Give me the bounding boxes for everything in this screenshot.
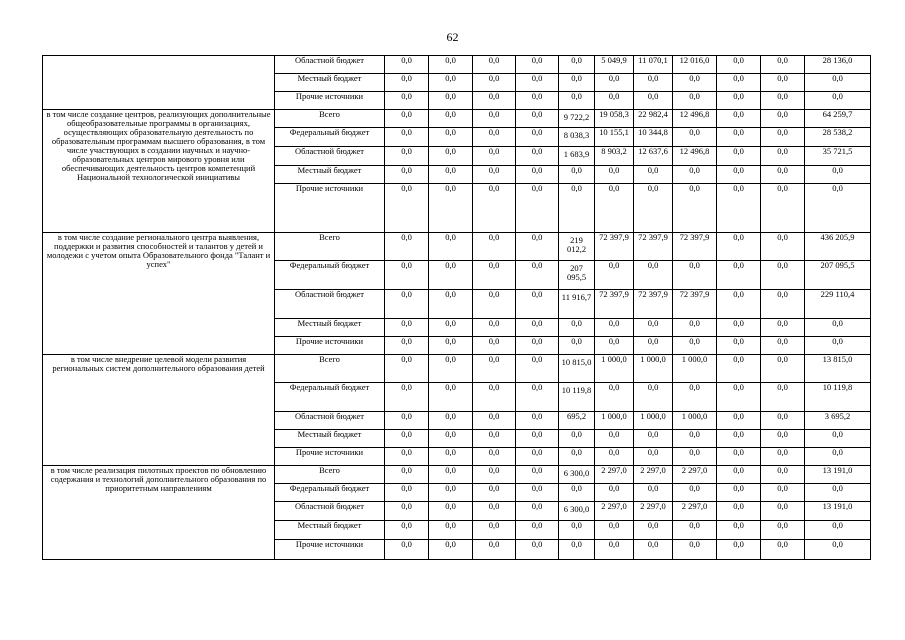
amount-cell: 0,0: [429, 484, 473, 502]
table-row: [43, 110, 871, 128]
funding-source: Прочие источники: [275, 184, 385, 233]
amount-cell: 0,0: [717, 502, 761, 521]
funding-source: Областной бюджет: [275, 290, 385, 319]
amount-cell: 0,0: [516, 448, 559, 466]
amount-cell: 72 397,9: [673, 233, 717, 261]
amount-cell: 1 000,0: [595, 412, 634, 430]
amount-cell: 10 155,1: [595, 128, 634, 147]
amount-cell: 0,0: [429, 74, 473, 92]
amount-cell: 0,0: [429, 147, 473, 166]
amount-cell: 0,0: [761, 261, 805, 290]
amount-cell: 0,0: [717, 337, 761, 355]
amount-cell: 0,0: [673, 128, 717, 147]
amount-cell: 0,0: [805, 74, 871, 92]
amount-cell: 0,0: [761, 92, 805, 110]
amount-cell: 219 012,2: [559, 233, 595, 261]
amount-cell: 0,0: [473, 110, 516, 128]
amount-cell: 1 000,0: [673, 355, 717, 383]
table-row: [43, 355, 871, 383]
amount-cell: 0,0: [516, 147, 559, 166]
amount-cell: 0,0: [473, 521, 516, 540]
amount-cell: 0,0: [761, 430, 805, 448]
amount-cell: 695,2: [559, 412, 595, 430]
amount-cell: 8 903,2: [595, 147, 634, 166]
funding-source: Всего: [275, 466, 385, 484]
amount-cell: 0,0: [595, 319, 634, 337]
amount-cell: 0,0: [805, 521, 871, 540]
amount-cell: 0,0: [429, 110, 473, 128]
amount-cell: 5 049,9: [595, 56, 634, 74]
amount-cell: 0,0: [516, 110, 559, 128]
amount-cell: 2 297,0: [634, 502, 673, 521]
amount-cell: 0,0: [429, 502, 473, 521]
amount-cell: 0,0: [595, 383, 634, 412]
amount-cell: 0,0: [595, 337, 634, 355]
amount-cell: 0,0: [595, 92, 634, 110]
amount-cell: 0,0: [673, 261, 717, 290]
amount-cell: 0,0: [473, 261, 516, 290]
amount-cell: 0,0: [805, 337, 871, 355]
amount-cell: 0,0: [429, 412, 473, 430]
amount-cell: 0,0: [761, 56, 805, 74]
amount-cell: 0,0: [516, 540, 559, 560]
amount-cell: 0,0: [473, 484, 516, 502]
amount-cell: 0,0: [473, 319, 516, 337]
amount-cell: 0,0: [385, 412, 429, 430]
amount-cell: 0,0: [717, 233, 761, 261]
amount-cell: 0,0: [516, 233, 559, 261]
table-row: [43, 56, 871, 74]
amount-cell: 0,0: [761, 466, 805, 484]
amount-cell: 2 297,0: [595, 502, 634, 521]
amount-cell: 0,0: [717, 128, 761, 147]
amount-cell: 0,0: [761, 383, 805, 412]
amount-cell: 0,0: [429, 521, 473, 540]
amount-cell: 1 000,0: [595, 355, 634, 383]
amount-cell: 0,0: [385, 383, 429, 412]
amount-cell: 0,0: [559, 448, 595, 466]
measure-description: в том числе создание центров, реализующих дополнительные общеобразовательные программы в организациях, осуществляющих образовательную деятельность по образовательным программам высшего образования, в том числе участвующих в создании научных и научно-образовательных центров мирового уровня или обеспечивающих деятельность центров компетенций Национальной технологической инициативы: [43, 110, 275, 233]
amount-cell: 0,0: [717, 147, 761, 166]
funding-source: Местный бюджет: [275, 74, 385, 92]
amount-cell: 0,0: [761, 147, 805, 166]
amount-cell: 0,0: [761, 540, 805, 560]
funding-source: Прочие источники: [275, 540, 385, 560]
amount-cell: 0,0: [385, 233, 429, 261]
amount-cell: 0,0: [473, 355, 516, 383]
amount-cell: 0,0: [805, 448, 871, 466]
amount-cell: 0,0: [717, 540, 761, 560]
amount-cell: 0,0: [385, 128, 429, 147]
amount-cell: 0,0: [634, 484, 673, 502]
amount-cell: 0,0: [634, 337, 673, 355]
amount-cell: 0,0: [429, 430, 473, 448]
measure-description: в том числе реализация пилотных проектов по обновлению содержания и технологий дополнительного образования по приоритетным направлениям: [43, 466, 275, 560]
amount-cell: 22 982,4: [634, 110, 673, 128]
amount-cell: 28 538,2: [805, 128, 871, 147]
amount-cell: 0,0: [805, 319, 871, 337]
amount-cell: 0,0: [385, 319, 429, 337]
amount-cell: 0,0: [717, 383, 761, 412]
amount-cell: 0,0: [473, 540, 516, 560]
amount-cell: 0,0: [516, 290, 559, 319]
amount-cell: 35 721,5: [805, 147, 871, 166]
amount-cell: 0,0: [429, 92, 473, 110]
amount-cell: 0,0: [559, 184, 595, 233]
amount-cell: 1 000,0: [673, 412, 717, 430]
amount-cell: 0,0: [717, 319, 761, 337]
amount-cell: 0,0: [385, 110, 429, 128]
amount-cell: 0,0: [559, 74, 595, 92]
amount-cell: 0,0: [634, 184, 673, 233]
amount-cell: 0,0: [385, 448, 429, 466]
measure-description: в том числе создание регионального центра выявления, поддержки и развития способностей и талантов у детей и молодежи с учетом опыта Образовательного фонда "Талант и успех": [43, 233, 275, 355]
amount-cell: 0,0: [595, 521, 634, 540]
amount-cell: 0,0: [473, 128, 516, 147]
amount-cell: 0,0: [717, 166, 761, 184]
amount-cell: 72 397,9: [634, 233, 673, 261]
amount-cell: 72 397,9: [673, 290, 717, 319]
funding-source: Федеральный бюджет: [275, 484, 385, 502]
amount-cell: 0,0: [761, 355, 805, 383]
amount-cell: 0,0: [673, 540, 717, 560]
amount-cell: 0,0: [717, 110, 761, 128]
amount-cell: 0,0: [673, 92, 717, 110]
amount-cell: 0,0: [429, 355, 473, 383]
funding-source: Всего: [275, 355, 385, 383]
amount-cell: 0,0: [595, 430, 634, 448]
amount-cell: 0,0: [717, 92, 761, 110]
amount-cell: 0,0: [805, 166, 871, 184]
amount-cell: 0,0: [761, 128, 805, 147]
amount-cell: 0,0: [516, 56, 559, 74]
amount-cell: 9 722,2: [559, 110, 595, 128]
amount-cell: 2 297,0: [673, 502, 717, 521]
amount-cell: 0,0: [385, 502, 429, 521]
amount-cell: 0,0: [429, 466, 473, 484]
amount-cell: 0,0: [595, 448, 634, 466]
amount-cell: 0,0: [385, 92, 429, 110]
amount-cell: 0,0: [761, 448, 805, 466]
amount-cell: 0,0: [385, 166, 429, 184]
amount-cell: 0,0: [595, 184, 634, 233]
amount-cell: 0,0: [385, 337, 429, 355]
amount-cell: 2 297,0: [634, 466, 673, 484]
funding-source: Прочие источники: [275, 92, 385, 110]
amount-cell: 0,0: [385, 355, 429, 383]
amount-cell: 0,0: [385, 430, 429, 448]
amount-cell: 0,0: [717, 184, 761, 233]
amount-cell: 0,0: [473, 383, 516, 412]
amount-cell: 0,0: [559, 337, 595, 355]
amount-cell: 0,0: [385, 484, 429, 502]
amount-cell: 0,0: [429, 233, 473, 261]
amount-cell: 0,0: [473, 430, 516, 448]
amount-cell: 0,0: [805, 184, 871, 233]
amount-cell: 0,0: [516, 337, 559, 355]
amount-cell: 72 397,9: [634, 290, 673, 319]
amount-cell: 0,0: [516, 430, 559, 448]
amount-cell: 0,0: [805, 92, 871, 110]
amount-cell: 0,0: [385, 466, 429, 484]
amount-cell: 0,0: [673, 383, 717, 412]
amount-cell: 28 136,0: [805, 56, 871, 74]
amount-cell: 0,0: [473, 448, 516, 466]
amount-cell: 0,0: [761, 166, 805, 184]
amount-cell: 0,0: [761, 233, 805, 261]
amount-cell: 0,0: [559, 540, 595, 560]
amount-cell: 0,0: [429, 166, 473, 184]
amount-cell: 2 297,0: [673, 466, 717, 484]
amount-cell: 0,0: [516, 466, 559, 484]
amount-cell: 0,0: [516, 184, 559, 233]
amount-cell: 0,0: [673, 448, 717, 466]
amount-cell: 0,0: [429, 540, 473, 560]
amount-cell: 10 119,8: [559, 383, 595, 412]
amount-cell: 0,0: [595, 261, 634, 290]
amount-cell: 12 496,8: [673, 147, 717, 166]
budget-table: [42, 55, 871, 560]
amount-cell: 0,0: [516, 383, 559, 412]
amount-cell: 0,0: [761, 319, 805, 337]
amount-cell: 64 259,7: [805, 110, 871, 128]
amount-cell: 0,0: [761, 74, 805, 92]
funding-source: Областной бюджет: [275, 412, 385, 430]
amount-cell: 0,0: [761, 521, 805, 540]
amount-cell: 0,0: [761, 484, 805, 502]
amount-cell: 0,0: [516, 484, 559, 502]
amount-cell: 0,0: [385, 521, 429, 540]
amount-cell: 0,0: [473, 412, 516, 430]
amount-cell: 0,0: [805, 430, 871, 448]
amount-cell: 0,0: [634, 261, 673, 290]
amount-cell: 0,0: [673, 166, 717, 184]
funding-source: Всего: [275, 110, 385, 128]
amount-cell: 19 058,3: [595, 110, 634, 128]
amount-cell: 0,0: [385, 290, 429, 319]
amount-cell: 1 000,0: [634, 355, 673, 383]
amount-cell: 0,0: [473, 184, 516, 233]
amount-cell: 0,0: [516, 166, 559, 184]
amount-cell: 207 095,5: [559, 261, 595, 290]
amount-cell: 0,0: [761, 412, 805, 430]
amount-cell: 1 683,9: [559, 147, 595, 166]
amount-cell: 72 397,9: [595, 233, 634, 261]
amount-cell: 0,0: [473, 466, 516, 484]
amount-cell: 0,0: [717, 261, 761, 290]
amount-cell: 0,0: [595, 74, 634, 92]
funding-source: Всего: [275, 233, 385, 261]
table-row: [43, 466, 871, 484]
amount-cell: 0,0: [634, 319, 673, 337]
amount-cell: 0,0: [717, 355, 761, 383]
amount-cell: 0,0: [673, 430, 717, 448]
amount-cell: 13 191,0: [805, 466, 871, 484]
amount-cell: 0,0: [595, 484, 634, 502]
amount-cell: 0,0: [385, 261, 429, 290]
amount-cell: 0,0: [429, 261, 473, 290]
amount-cell: 0,0: [516, 355, 559, 383]
amount-cell: 0,0: [673, 184, 717, 233]
amount-cell: 0,0: [634, 540, 673, 560]
amount-cell: 0,0: [385, 540, 429, 560]
amount-cell: 13 815,0: [805, 355, 871, 383]
amount-cell: 0,0: [559, 166, 595, 184]
amount-cell: 0,0: [516, 92, 559, 110]
amount-cell: 11 916,7: [559, 290, 595, 319]
amount-cell: 0,0: [717, 448, 761, 466]
amount-cell: 0,0: [429, 290, 473, 319]
amount-cell: 0,0: [559, 319, 595, 337]
amount-cell: 0,0: [717, 74, 761, 92]
amount-cell: 0,0: [717, 56, 761, 74]
funding-source: Областной бюджет: [275, 502, 385, 521]
amount-cell: 10 344,8: [634, 128, 673, 147]
amount-cell: 0,0: [473, 147, 516, 166]
amount-cell: 0,0: [717, 290, 761, 319]
amount-cell: 207 095,5: [805, 261, 871, 290]
amount-cell: 0,0: [429, 383, 473, 412]
amount-cell: 0,0: [559, 56, 595, 74]
amount-cell: 0,0: [673, 521, 717, 540]
amount-cell: 12 496,8: [673, 110, 717, 128]
amount-cell: 0,0: [429, 448, 473, 466]
amount-cell: 0,0: [473, 74, 516, 92]
amount-cell: 0,0: [473, 56, 516, 74]
amount-cell: 72 397,9: [595, 290, 634, 319]
amount-cell: 0,0: [559, 521, 595, 540]
amount-cell: 0,0: [429, 56, 473, 74]
amount-cell: 0,0: [634, 521, 673, 540]
amount-cell: 0,0: [559, 484, 595, 502]
amount-cell: 0,0: [429, 319, 473, 337]
amount-cell: 6 300,0: [559, 502, 595, 521]
amount-cell: 3 695,2: [805, 412, 871, 430]
amount-cell: 0,0: [429, 184, 473, 233]
amount-cell: 0,0: [516, 128, 559, 147]
amount-cell: 0,0: [516, 412, 559, 430]
funding-source: Местный бюджет: [275, 166, 385, 184]
amount-cell: 10 815,0: [559, 355, 595, 383]
amount-cell: 0,0: [673, 319, 717, 337]
measure-description: [43, 56, 275, 110]
amount-cell: 436 205,9: [805, 233, 871, 261]
amount-cell: 0,0: [717, 430, 761, 448]
funding-source: Местный бюджет: [275, 430, 385, 448]
funding-source: Федеральный бюджет: [275, 261, 385, 290]
amount-cell: 0,0: [717, 484, 761, 502]
amount-cell: 0,0: [429, 128, 473, 147]
amount-cell: 0,0: [559, 92, 595, 110]
amount-cell: 0,0: [516, 319, 559, 337]
amount-cell: 0,0: [473, 290, 516, 319]
amount-cell: 0,0: [761, 337, 805, 355]
amount-cell: 0,0: [516, 261, 559, 290]
amount-cell: 0,0: [717, 521, 761, 540]
table-row: [43, 233, 871, 261]
amount-cell: 0,0: [473, 166, 516, 184]
measure-description: в том числе внедрение целевой модели развития региональных систем дополнительного образования детей: [43, 355, 275, 466]
amount-cell: 0,0: [634, 166, 673, 184]
amount-cell: 0,0: [634, 383, 673, 412]
funding-source: Прочие источники: [275, 448, 385, 466]
amount-cell: 0,0: [761, 502, 805, 521]
page-number: 62: [446, 30, 459, 44]
amount-cell: 0,0: [595, 540, 634, 560]
amount-cell: 0,0: [429, 337, 473, 355]
amount-cell: 0,0: [473, 337, 516, 355]
funding-source: Прочие источники: [275, 337, 385, 355]
amount-cell: 0,0: [761, 184, 805, 233]
amount-cell: 10 119,8: [805, 383, 871, 412]
amount-cell: 229 110,4: [805, 290, 871, 319]
amount-cell: 0,0: [634, 448, 673, 466]
amount-cell: 0,0: [805, 540, 871, 560]
amount-cell: 0,0: [634, 430, 673, 448]
funding-source: Федеральный бюджет: [275, 128, 385, 147]
funding-source: Областной бюджет: [275, 147, 385, 166]
funding-source: Областной бюджет: [275, 56, 385, 74]
amount-cell: 0,0: [761, 110, 805, 128]
amount-cell: 0,0: [385, 147, 429, 166]
amount-cell: 0,0: [516, 74, 559, 92]
amount-cell: 0,0: [673, 74, 717, 92]
amount-cell: 0,0: [473, 502, 516, 521]
amount-cell: 6 300,0: [559, 466, 595, 484]
amount-cell: 0,0: [516, 502, 559, 521]
amount-cell: 0,0: [516, 521, 559, 540]
amount-cell: 0,0: [473, 92, 516, 110]
amount-cell: 0,0: [673, 484, 717, 502]
funding-source: Местный бюджет: [275, 319, 385, 337]
amount-cell: 1 000,0: [634, 412, 673, 430]
amount-cell: 0,0: [385, 184, 429, 233]
funding-source: Федеральный бюджет: [275, 383, 385, 412]
amount-cell: 12 637,6: [634, 147, 673, 166]
amount-cell: 11 070,1: [634, 56, 673, 74]
amount-cell: 0,0: [385, 56, 429, 74]
amount-cell: 0,0: [634, 74, 673, 92]
amount-cell: 13 191,0: [805, 502, 871, 521]
amount-cell: 0,0: [717, 412, 761, 430]
amount-cell: 0,0: [473, 233, 516, 261]
amount-cell: 12 016,0: [673, 56, 717, 74]
amount-cell: 0,0: [717, 466, 761, 484]
amount-cell: 0,0: [559, 430, 595, 448]
amount-cell: 0,0: [385, 74, 429, 92]
amount-cell: 8 038,3: [559, 128, 595, 147]
amount-cell: 0,0: [673, 337, 717, 355]
funding-source: Местный бюджет: [275, 521, 385, 540]
amount-cell: 0,0: [634, 92, 673, 110]
amount-cell: 2 297,0: [595, 466, 634, 484]
amount-cell: 0,0: [805, 484, 871, 502]
amount-cell: 0,0: [761, 290, 805, 319]
amount-cell: 0,0: [595, 166, 634, 184]
